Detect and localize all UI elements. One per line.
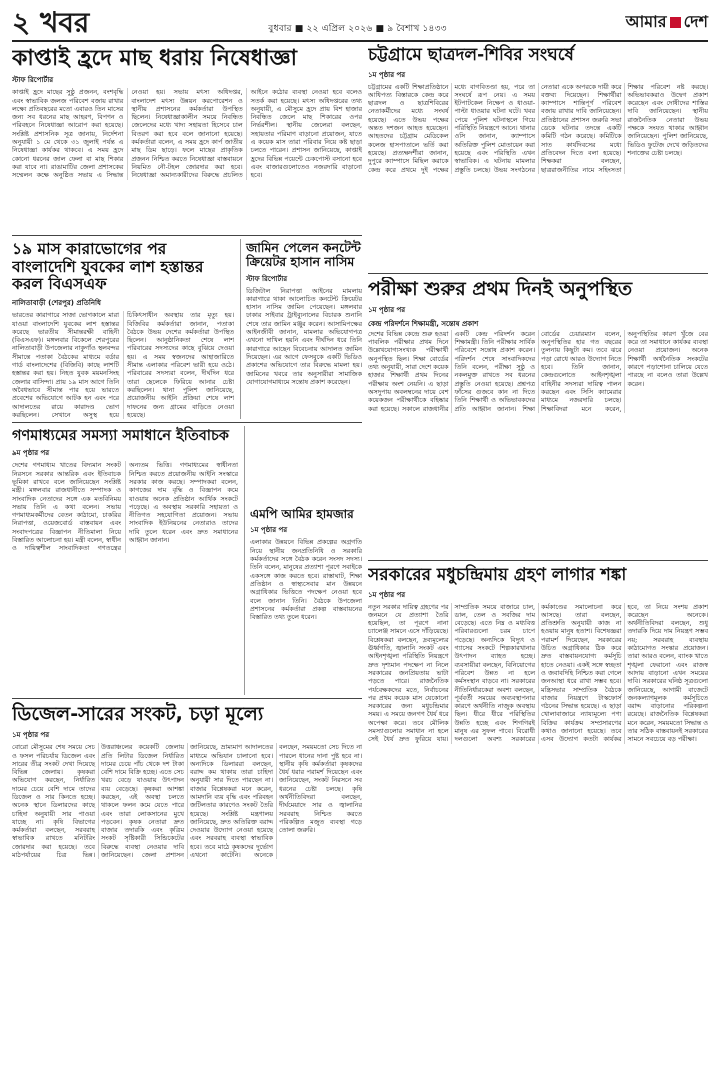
page-header bbox=[12, 0, 708, 42]
left-column bbox=[12, 44, 362, 1074]
byline-exam: ১ম পৃষ্ঠার পর bbox=[368, 305, 406, 314]
article-mediation bbox=[12, 426, 238, 696]
article-honeymoon bbox=[368, 564, 708, 1072]
brand-name-left: আমার bbox=[625, 12, 667, 31]
byline-diesel: ১ম পৃষ্ঠার পর bbox=[12, 731, 50, 740]
body-mediation: দেশের গণমাধ্যম খাতের বিদ্যমান সংকট নিরসনে সরকার আন্তরিক এবং ইতিবাচক ভূমিকা রাখবে বলে জানিয়েছেন সংশ্লিষ্ট মন্ত্রী। মঙ্গলবার রাজধানীতে সম্পাদক ও সাংবাদিক নেতাদের সঙ্গে এক মতবিনিময় সভায় তিনি এ কথা বলেন। সভায় গণমাধ্যমকর্মীদের বেতন কাঠামো, চাকরির নিরাপত্তা, ওয়েজবোর্ড বাস্তবায়ন এবং সংবাদপত্রের বিজ্ঞাপন নীতিমালা নিয়ে বিস্তারিত আলোচনা হয়। মন্ত্রী বলেন, স্বাধীন ও দায়িত্বশীল সাংবাদিকতা গণতন্ত্রের অন্যতম ভিত্তি। গণমাধ্যমের স্বাধীনতা নিশ্চিত করতে প্রয়োজনীয় আইনি সংস্কারে সরকার কাজ করছে। সম্পাদকরা বলেন, কাগজের দাম বৃদ্ধি ও বিজ্ঞাপন কমে যাওয়ায় অনেক প্রতিষ্ঠান আর্থিক সংকটে পড়েছে। এ অবস্থায় সরকারি সহায়তা ও নীতিগত সহযোগিতা প্রয়োজন। সভায় সাংবাদিক ইউনিয়নের নেতারাও তাদের দাবি তুলে ধরেন এবং দ্রুত সমাধানের আহ্বান জানান। bbox=[12, 461, 238, 553]
byline-hasan: স্টাফ রিপোর্টার bbox=[246, 274, 288, 283]
article-amir bbox=[244, 426, 362, 696]
divider bbox=[12, 422, 362, 423]
divider bbox=[12, 698, 362, 699]
body-amir: এলাকার উন্নয়নে বিভিন্ন প্রকল্পের অগ্রগতি নিয়ে স্থানীয় জনপ্রতিনিধি ও সরকারি কর্মকর্তাদের সঙ্গে বৈঠক করেন সংসদ সদস্য। তিনি বলেন, মানুষের প্রত্যাশা পূরণে সবাইকে একসঙ্গে কাজ করতে হবে। রাস্তাঘাট, শিক্ষা প্রতিষ্ঠান ও স্বাস্থ্যসেবার মান উন্নয়নে অগ্রাধিকার ভিত্তিতে পদক্ষেপ নেওয়া হবে বলে জানান তিনি। বৈঠকে উপজেলা প্রশাসনের কর্মকর্তারা প্রকল্প বাস্তবায়নের বিস্তারিত তথ্য তুলে ধরেন। bbox=[250, 538, 362, 622]
byline-mediation: ৯ম পৃষ্ঠার পর bbox=[12, 449, 50, 458]
body-kaptai: কাপ্তাই হ্রদে মাছের সুষ্ঠু প্রজনন, বংশবৃদ্ধি এবং স্বাভাবিক জলজ পরিবেশ বজায় রাখার লক্ষ্যে প্রতিবছরের মতো এবারও তিন মাসের জন্য সব ধরনের মাছ আহরণ, বিপণন ও পরিবহনে নিষেধাজ্ঞা আরোপ করা হয়েছে। সংশ্লিষ্ট প্রশাসনিক সূত্র জানায়, নির্দেশনা অনুযায়ী ১ মে থেকে ৩১ জুলাই পর্যন্ত এ নিষেধাজ্ঞা কার্যকর থাকবে। এ সময় হ্রদে কোনো ধরনের জাল ফেলা বা মাছ শিকার করা যাবে না। রাঙামাটির জেলা প্রশাসকের সম্মেলন কক্ষে অনুষ্ঠিত সভায় এ সিদ্ধান্ত নেওয়া হয়। সভায় মৎস্য অধিদপ্তর, বাংলাদেশ মৎস্য উন্নয়ন করপোরেশন ও স্থানীয় প্রশাসনের কর্মকর্তারা উপস্থিত ছিলেন। নিষেধাজ্ঞাকালীন সময়ে নিবন্ধিত জেলেদের মধ্যে খাদ্য সহায়তা হিসেবে চাল বিতরণ করা হবে বলে জানানো হয়েছে। কর্মকর্তারা বলেন, এ সময় হ্রদে কার্প জাতীয় মাছ ডিম ছাড়ে। ফলে মাছের প্রাকৃতিক প্রজনন নিশ্চিত করতে নিষেধাজ্ঞা বাস্তবায়নে নিয়মিত নৌ-টহল জোরদার করা হবে। নিষেধাজ্ঞা অমান্যকারীদের বিরুদ্ধে প্রচলিত আইনে কঠোর ব্যবস্থা নেওয়া হবে বলেও সতর্ক করা হয়েছে। মৎস্য অধিদপ্তরের তথ্য অনুযায়ী, এ মৌসুমে হ্রদে প্রায় বিশ হাজার নিবন্ধিত জেলে মাছ শিকারের ওপর নির্ভরশীল। স্থানীয় জেলেরা বলছেন, সহায়তার পরিমাণ বাড়ানো প্রয়োজন, যাতে এ কয়েক মাস তারা পরিবার নিয়ে কষ্ট ছাড়া চলতে পারেন। প্রশাসন জানিয়েছে, কাপ্তাই হ্রদের বিভিন্ন পয়েন্টে চেকপোস্ট বসানো হবে এবং বাজারগুলোতেও নজরদারি বাড়ানো হবে। bbox=[12, 88, 362, 180]
headline-ctg: চট্টগ্রামে ছাত্রদল-শিবির সংঘর্ষে bbox=[368, 45, 574, 65]
headline-hasan: জামিন পেলেন কনটেন্ট ক্রিয়েটর হাসান নাসিম bbox=[246, 239, 361, 270]
headline-exam: পরীক্ষা শুরুর প্রথম দিনই অনুপস্থিত bbox=[368, 278, 633, 300]
row-mediation-amir bbox=[12, 426, 362, 696]
body-hasan: ডিজিটাল নিরাপত্তা আইনের মামলায় কারাগারে থাকা আলোচিত কনটেন্ট ক্রিয়েটর হাসান নাসিম জামিন পেয়েছেন। মঙ্গলবার ঢাকার সাইবার ট্রাইব্যুনালের বিচারক শুনানি শেষে তার জামিন মঞ্জুর করেন। আসামিপক্ষের আইনজীবী জানান, মামলার অভিযোগপত্র এখনো দাখিল হয়নি এবং দীর্ঘদিন ধরে তিনি কারাগারে আছেন বিবেচনায় আদালত জামিন দিয়েছেন। এর আগে ফেসবুকে একটি ভিডিও প্রকাশের অভিযোগে তার বিরুদ্ধে মামলা হয়। জামিনের খবরে তার অনুসারীরা সামাজিক যোগাযোগমাধ্যমে সন্তোষ প্রকাশ করেছেন। bbox=[246, 286, 362, 386]
article-ctg bbox=[368, 44, 708, 270]
article-hasan bbox=[240, 239, 362, 419]
body-diesel: বোরো মৌসুমের শেষ সময়ে সেচ ও ফসল পরিচর্যায় ডিজেল এবং সারের তীব্র সংকট দেখা দিয়েছে বিভিন্ন জেলায়। কৃষকরা অভিযোগ করছেন, নির্ধারিত দামের চেয়ে বেশি দামে তাদের ডিজেল ও সার কিনতে হচ্ছে। অনেক স্থানে ডিলারদের কাছে চাহিদা অনুযায়ী সার পাওয়া যাচ্ছে না। কৃষি বিভাগের কর্মকর্তারা বলছেন, সরবরাহ স্বাভাবিক রাখতে মনিটরিং জোরদার করা হয়েছে। তবে মাঠপর্যায়ের চিত্র ভিন্ন। উত্তরাঞ্চলের কয়েকটি জেলায় প্রতি লিটার ডিজেল নির্ধারিত দামের চেয়ে পাঁচ থেকে দশ টাকা বেশি দামে বিক্রি হচ্ছে। এতে সেচ খরচ বেড়ে যাওয়ায় উৎপাদন ব্যয় বেড়েছে। কৃষকরা আশঙ্কা করছেন, এই অবস্থা চলতে থাকলে ফলন কমে যেতে পারে এবং তারা লোকসানের মুখে পড়বেন। কৃষক নেতারা দ্রুত বাজার তদারকি এবং কৃত্রিম সংকট সৃষ্টিকারী সিন্ডিকেটের বিরুদ্ধে ব্যবস্থা নেওয়ার দাবি জানিয়েছেন। জেলা প্রশাসন জানিয়েছে, ভ্রাম্যমাণ আদালতের মাধ্যমে অভিযান চালানো হবে। অন্যদিকে ডিলাররা বলছেন, বরাদ্দ কম থাকায় তারা চাহিদা অনুযায়ী সার দিতে পারছেন না। বাজার বিশ্লেষকরা মনে করেন, আমদানি ব্যয় বৃদ্ধি এবং পরিবহন জটিলতার কারণেও সংকট তৈরি হয়েছে। সংশ্লিষ্ট মন্ত্রণালয় জানিয়েছে, দ্রুত অতিরিক্ত বরাদ্দ দেওয়ার উদ্যোগ নেওয়া হয়েছে এবং সরবরাহ ব্যবস্থা স্বাভাবিক হবে। তবে মাঠে কৃষকদের দুর্ভোগ এখনো কাটেনি। অনেকে বলছেন, সময়মতো সেচ দিতে না পারলে ধানের দানা পুষ্ট হবে না। স্থানীয় কৃষি কর্মকর্তারা কৃষকদের ধৈর্য ধরার পরামর্শ দিয়েছেন এবং জানিয়েছেন, সংকট নিরসনে সব ধরনের চেষ্টা চলছে। কৃষি অর্থনীতিবিদরা বলছেন, দীর্ঘমেয়াদে সার ও জ্বালানির সরবরাহ নিশ্চিত করতে পরিকল্পিত মজুত ব্যবস্থা গড়ে তোলা জরুরি। bbox=[12, 743, 362, 860]
byline-kaptai: স্টাফ রিপোর্টার bbox=[12, 76, 54, 85]
headline-diesel: ডিজেল-সারের সংকট, চড়া মূল্যে bbox=[12, 703, 264, 726]
headline-honeymoon: সরকারের মধুচন্দ্রিমায় গ্রহণ লাগার শঙ্কা bbox=[368, 565, 627, 585]
byline-ctg: ১ম পৃষ্ঠার পর bbox=[368, 70, 406, 79]
section-title: ২ খবর bbox=[12, 6, 90, 39]
divider bbox=[12, 235, 362, 236]
body-honeymoon: নতুন সরকার দায়িত্ব গ্রহণের পর জনমনে যে প্রত্যাশা তৈরি হয়েছিল, তা পূরণে নানা চ্যালেঞ্জ সামনে এসে দাঁড়িয়েছে। বিশ্লেষকরা বলছেন, দ্রব্যমূল্যের ঊর্ধ্বগতি, জ্বালানি সংকট এবং আইনশৃঙ্খলা পরিস্থিতি নিয়ন্ত্রণে দ্রুত দৃশ্যমান পদক্ষেপ না নিলে সরকারের জনপ্রিয়তায় ভাটা পড়তে পারে। রাজনৈতিক পর্যবেক্ষকদের মতে, নির্বাচনের পর প্রথম কয়েক মাস যেকোনো সরকারের জন্য মধুচন্দ্রিমার সময়। এ সময়ে জনগণ ধৈর্য ধরে অপেক্ষা করে। তবে মৌলিক সমস্যাগুলোর সমাধান না হলে সেই ধৈর্য দ্রুত ফুরিয়ে যায়। সাম্প্রতিক সময়ে বাজারে চাল, ডাল, তেল ও সবজির দাম বেড়েছে। এতে নিম্ন ও মধ্যবিত্ত পরিবারগুলো চরম চাপে পড়েছে। অন্যদিকে বিদ্যুৎ ও গ্যাসের সংকটে শিল্পকারখানার উৎপাদন ব্যাহত হচ্ছে। ব্যবসায়ীরা বলছেন, বিনিয়োগের পরিবেশ উন্নত না হলে কর্মসংস্থান বাড়বে না। সরকারের নীতিনির্ধারকেরা অবশ্য বলছেন, পূর্ববর্তী সময়ের অব্যবস্থাপনার কারণে অর্থনীতি নাজুক অবস্থায় ছিল। ধীরে ধীরে পরিস্থিতির উন্নতি হচ্ছে এবং শিগগিরই মানুষ এর সুফল পাবে। বিরোধী দলগুলো অবশ্য সরকারের কর্মকাণ্ডের সমালোচনা করে আসছে। তারা বলছেন, প্রতিশ্রুতি অনুযায়ী কাজ না হওয়ায় মানুষ হতাশ। বিশেষজ্ঞরা পরামর্শ দিয়েছেন, সরকারের উচিত অগ্রাধিকার ঠিক করে দ্রুত বাস্তবায়নযোগ্য কর্মসূচি হাতে নেওয়া। একই সঙ্গে স্বচ্ছতা ও জবাবদিহি নিশ্চিত করা গেলে জনআস্থা ধরে রাখা সম্ভব হবে। মন্ত্রিসভার সাম্প্রতিক বৈঠকে বাজার নিয়ন্ত্রণে টাস্কফোর্স গঠনের সিদ্ধান্ত হয়েছে। এ ছাড়া খোলাবাজারে ন্যায্যমূল্যে পণ্য বিক্রির কার্যক্রম সম্প্রসারণের কথাও জানানো হয়েছে। তবে এসব উদ্যোগ কতটা কার্যকর হবে, তা নিয়ে সংশয় প্রকাশ করেছেন অনেকে। অর্থনীতিবিদরা বলছেন, শুধু তদারকি দিয়ে দাম নিয়ন্ত্রণ সম্ভব নয়; সরবরাহ ব্যবস্থায় কাঠামোগত সংস্কার প্রয়োজন। তারা আরও বলেন, ব্যাংক খাতে শৃঙ্খলা ফেরানো এবং রাজস্ব আদায় বাড়ানো এখন সময়ের দাবি। সরকারের ঘনিষ্ঠ সূত্রগুলো জানিয়েছে, আগামী বাজেটে জনকল্যাণমূলক কর্মসূচিতে বরাদ্দ বাড়ানোর পরিকল্পনা রয়েছে। রাজনৈতিক বিশ্লেষকরা মনে করেন, সময়মতো সিদ্ধান্ত ও তার সঠিক বাস্তবায়নই সরকারের সামনে সবচেয়ে বড় পরীক্ষা। bbox=[368, 602, 708, 744]
brand-red-square-icon bbox=[670, 17, 681, 28]
headline-mediation: গণমাধ্যমের সমস্যা সমাধানে ইতিবাচক bbox=[12, 427, 229, 444]
headline-kaptai: কাপ্তাই হ্রদে মাছ ধরায় নিষেধাজ্ঞা bbox=[12, 46, 298, 71]
right-column bbox=[368, 44, 708, 1074]
article-kaptai bbox=[12, 44, 362, 232]
headline-amir: এমপি আমির হামজার bbox=[250, 506, 354, 521]
article-bgp bbox=[12, 239, 234, 419]
body-ctg: চট্টগ্রামের একটি শিক্ষাপ্রতিষ্ঠানে আধিপত্য বিস্তারকে কেন্দ্র করে ছাত্রদল ও ছাত্রশিবিরের নেতাকর্মীদের মধ্যে সংঘর্ষ হয়েছে। এতে উভয় পক্ষের অন্তত দশজন আহত হয়েছেন। আহতদের চট্টগ্রাম মেডিকেল কলেজ হাসপাতালে ভর্তি করা হয়েছে। প্রত্যক্ষদর্শীরা জানান, দুপুরে ক্যাম্পাসে মিছিল করাকে কেন্দ্র করে প্রথমে দুই পক্ষের মধ্যে বাগবিতণ্ডা হয়, পরে তা সংঘর্ষে রূপ নেয়। এ সময় ইটপাটকেল নিক্ষেপ ও ধাওয়া-পাল্টা ধাওয়ার ঘটনা ঘটে। খবর পেয়ে পুলিশ ঘটনাস্থলে গিয়ে পরিস্থিতি নিয়ন্ত্রণে আনে। থানার ওসি জানান, ক্যাম্পাসে অতিরিক্ত পুলিশ মোতায়েন করা হয়েছে এবং পরিস্থিতি এখন স্বাভাবিক। এ ঘটনায় মামলার প্রস্তুতি চলছে। উভয় সংগঠনের নেতারা একে অপরকে দায়ী করে বক্তব্য দিয়েছেন। শিক্ষার্থীরা ক্যাম্পাসে শান্তিপূর্ণ পরিবেশ বজায় রাখার দাবি জানিয়েছেন। প্রতিষ্ঠানের প্রশাসন জরুরি সভা ডেকে ঘটনার তদন্তে একটি কমিটি গঠন করেছে। কমিটিকে সাত কার্যদিবসের মধ্যে প্রতিবেদন দিতে বলা হয়েছে। শিক্ষকরা বলছেন, ছাত্ররাজনীতির নামে সহিংসতা শিক্ষার পরিবেশ নষ্ট করছে। অভিভাবকরাও উদ্বেগ প্রকাশ করেছেন এবং দোষীদের শাস্তির দাবি জানিয়েছেন। স্থানীয় রাজনৈতিক নেতারা উভয় পক্ষকে সংযত থাকার আহ্বান জানিয়েছেন। পুলিশ জানিয়েছে, ভিডিও ফুটেজ দেখে জড়িতদের শনাক্তের চেষ্টা চলছে। bbox=[368, 82, 708, 174]
byline-amir: ১ম পৃষ্ঠার পর bbox=[250, 526, 288, 535]
headline-bgp: ১৯ মাস কারাভোগের পর বাংলাদেশি যুবকের লাশ হস্তান্তর করল বিএসএফ bbox=[12, 239, 204, 294]
body-exam: দেশের বিভিন্ন কেন্দ্রে শুরু হওয়া পাবলিক পরীক্ষার প্রথম দিনে উল্লেখযোগ্যসংখ্যক পরীক্ষার্থী অনুপস্থিত ছিল। শিক্ষা বোর্ডের তথ্য অনুযায়ী, সারা দেশে কয়েক হাজার শিক্ষার্থী প্রথম দিনের পরীক্ষায় অংশ নেয়নি। এ ছাড়া অসদুপায় অবলম্বনের দায়ে বেশ কয়েকজন পরীক্ষার্থীকে বহিষ্কার করা হয়েছে। সকালে রাজধানীর একটি কেন্দ্র পরিদর্শন করেন শিক্ষামন্ত্রী। তিনি পরীক্ষার সার্বিক পরিবেশে সন্তোষ প্রকাশ করেন। পরিদর্শন শেষে সাংবাদিকদের তিনি বলেন, পরীক্ষা সুষ্ঠু ও নকলমুক্ত রাখতে সব ধরনের প্রস্তুতি নেওয়া হয়েছে। প্রশ্নপত্র ফাঁসের গুজবে কান না দিতে তিনি শিক্ষার্থী ও অভিভাবকদের প্রতি আহ্বান জানান। শিক্ষা বোর্ডের চেয়ারম্যান বলেন, অনুপস্থিতির হার গত বছরের তুলনায় কিছুটা কম। তবে ঝরে পড়া রোধে আরও উদ্যোগ নিতে হবে। তিনি জানান, কেন্দ্রগুলোতে আইনশৃঙ্খলা বাহিনীর সদস্যরা দায়িত্ব পালন করছেন এবং সিসি ক্যামেরার মাধ্যমে নজরদারি চলছে। শিক্ষাবিদরা মনে করেন, অনুপস্থিতির কারণ খুঁজে বের করে তা সমাধানে কার্যকর ব্যবস্থা নেওয়া প্রয়োজন। অনেক শিক্ষার্থী অর্থনৈতিক সংকটের কারণে পড়াশোনা চালিয়ে যেতে পারছে না বলেও তারা উল্লেখ করেন। bbox=[368, 329, 708, 413]
body-bgp: ভারতের কারাগারে সাজা ভোগকালে মারা যাওয়া বাংলাদেশি যুবকের লাশ হস্তান্তর করেছে ভারতীয় সীমান্তরক্ষী বাহিনী (বিএসএফ)। মঙ্গলবার বিকেলে শেরপুরের নালিতাবাড়ী উপজেলার নাকুগাঁও স্থলবন্দর সীমান্তে পতাকা বৈঠকের মাধ্যমে বর্ডার গার্ড বাংলাদেশের (বিজিবি) কাছে লাশটি হস্তান্তর করা হয়। নিহত যুবক ময়মনসিংহ জেলার বাসিন্দা। প্রায় ১৯ মাস আগে তিনি অবৈধভাবে সীমান্ত পার হয়ে ভারতে প্রবেশের অভিযোগে আটক হন এবং পরে আদালতের রায়ে কারাদণ্ড ভোগ করছিলেন। সেখানে অসুস্থ হয়ে চিকিৎসাধীন অবস্থায় তার মৃত্যু হয়। বিজিবির কর্মকর্তারা জানান, পতাকা বৈঠকে উভয় দেশের কর্মকর্তারা উপস্থিত ছিলেন। আনুষ্ঠানিকতা শেষে লাশ পরিবারের সদস্যদের কাছে বুঝিয়ে দেওয়া হয়। এ সময় স্বজনদের আহাজারিতে সীমান্ত এলাকার পরিবেশ ভারী হয়ে ওঠে। পরিবারের সদস্যরা বলেন, দীর্ঘদিন ধরে তারা ছেলেকে ফিরিয়ে আনার চেষ্টা করছিলেন। থানা পুলিশ জানিয়েছে, প্রয়োজনীয় আইনি প্রক্রিয়া শেষে লাশ দাফনের জন্য গ্রামের বাড়িতে নেওয়া হয়েছে। bbox=[12, 311, 235, 419]
divider bbox=[368, 273, 708, 274]
article-exam bbox=[368, 277, 708, 557]
brand-logo bbox=[626, 9, 708, 36]
brand-name-right: দেশ bbox=[683, 12, 708, 31]
divider bbox=[368, 560, 708, 561]
article-diesel bbox=[12, 702, 362, 1074]
byline-bgp: নালিতাবাড়ী (শেরপুর) প্রতিনিধি bbox=[12, 299, 101, 308]
row-bgp-hasan bbox=[12, 239, 362, 419]
subhead-exam: কেন্দ্র পরিদর্শনে শিক্ষামন্ত্রী, সন্তোষ প্রকাশ bbox=[368, 319, 479, 328]
date-line: বুধবার ■ ২২ এপ্রিল ২০২৬ ■ ৯ বৈশাখ ১৪৩৩ bbox=[268, 24, 447, 34]
byline-honeymoon: ১ম পৃষ্ঠার পর bbox=[368, 590, 406, 599]
